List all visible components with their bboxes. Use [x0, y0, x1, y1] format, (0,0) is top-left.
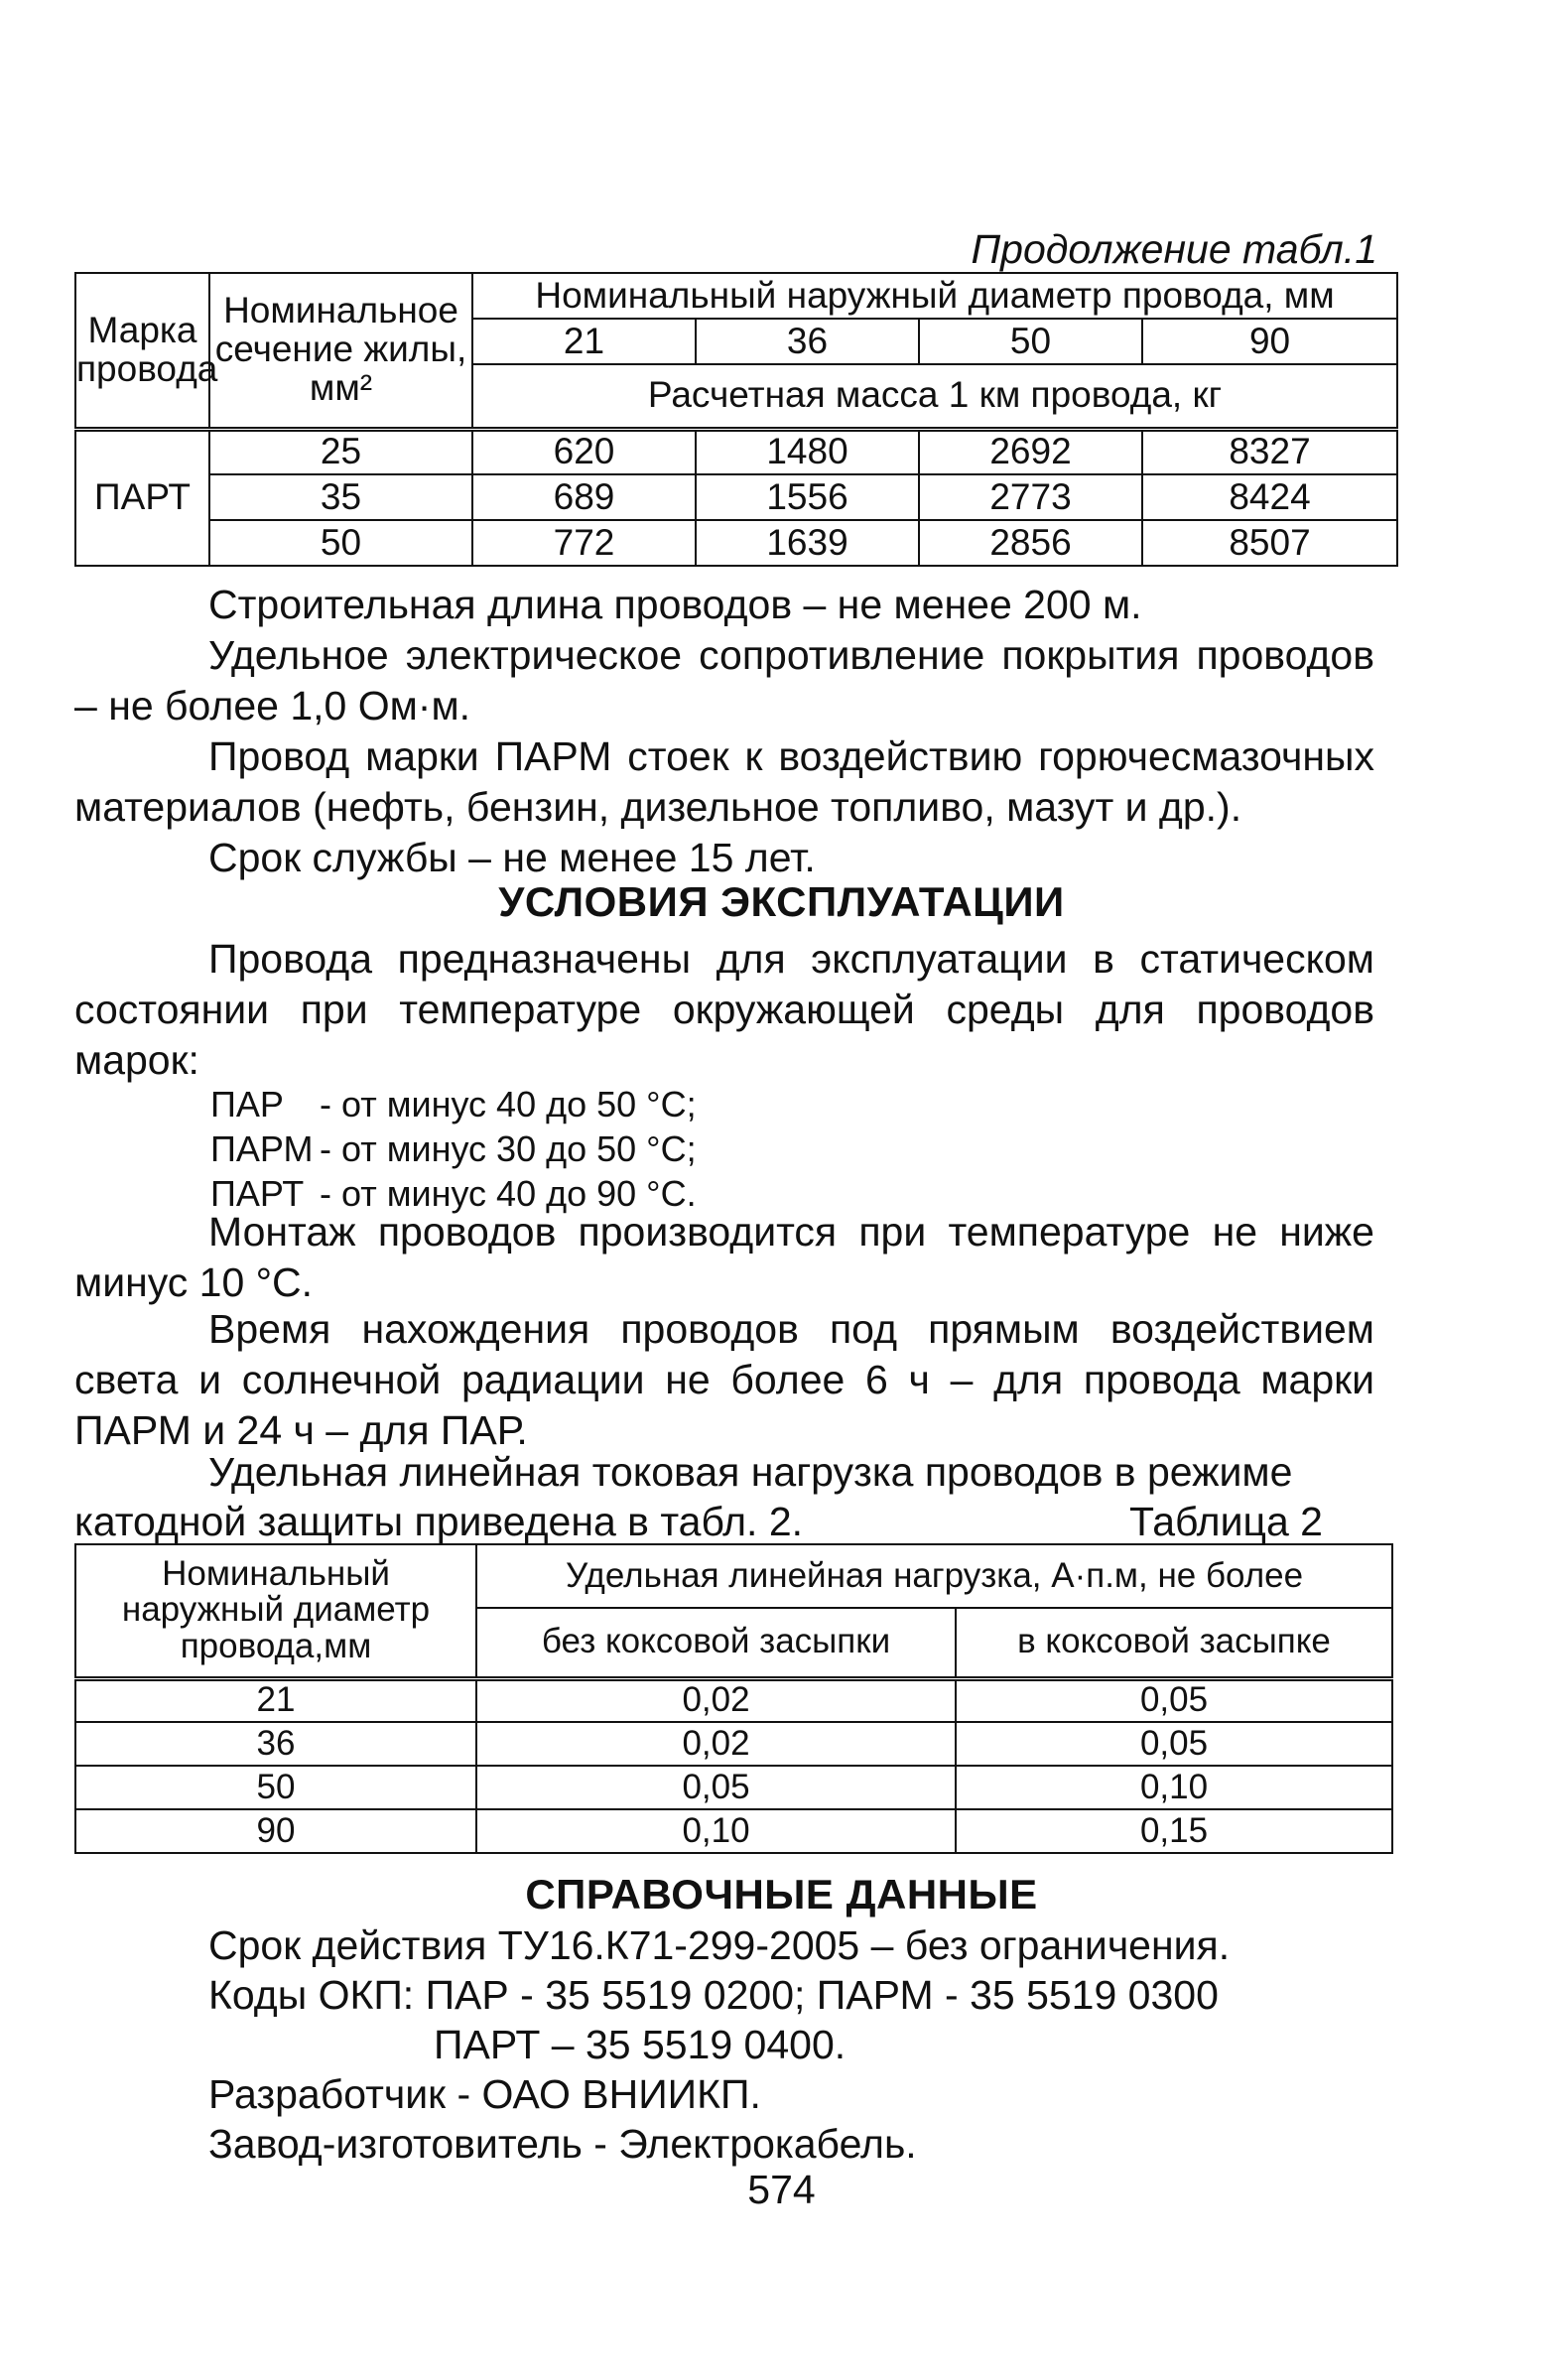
section-heading-conditions: УСЛОВИЯ ЭКСПЛУАТАЦИИ — [498, 878, 1065, 925]
mass-cell: 2692 — [919, 429, 1142, 474]
table-row — [75, 1722, 1392, 1766]
header-diameter: 21 — [472, 319, 696, 364]
diameter-cell: 90 — [75, 1809, 476, 1853]
header-load-title: Удельная линейная нагрузка, А·п.м, не более — [476, 1544, 1392, 1608]
diameter-cell: 50 — [75, 1766, 476, 1809]
paragraph-mounting: Монтаж проводов производится при температуре не ниже минус 10 °С. — [74, 1209, 1374, 1305]
mass-cell: 689 — [472, 474, 696, 520]
paragraph-load-line1: Удельная линейная токовая нагрузка проводов в режиме — [208, 1449, 1293, 1495]
wire-mass-table — [74, 272, 1398, 567]
header-with-coke: в коксовой засыпке — [956, 1608, 1392, 1678]
diameter-cell: 21 — [75, 1678, 476, 1722]
table-row — [75, 474, 1397, 520]
section-cell: 25 — [209, 429, 472, 474]
header-brand: Марка провода — [75, 273, 209, 429]
mass-cell: 8327 — [1142, 429, 1397, 474]
mass-cell: 2856 — [919, 520, 1142, 566]
load-cell: 0,05 — [956, 1722, 1392, 1766]
header-diameter: 50 — [919, 319, 1142, 364]
current-load-table — [74, 1543, 1393, 1854]
reference-okp-codes: Коды ОКП: ПАР - 35 5519 0200; ПАРМ - 35 5519 0300 — [208, 1972, 1219, 2018]
load-cell: 0,05 — [956, 1678, 1392, 1722]
load-cell: 0,15 — [956, 1809, 1392, 1853]
header-diameter: 90 — [1142, 319, 1397, 364]
load-cell: 0,10 — [956, 1766, 1392, 1809]
table1-caption: Продолжение табл.1 — [971, 226, 1377, 272]
table2-caption: Таблица 2 — [1129, 1499, 1323, 1544]
header-diameter: Номинальный наружный диаметр провода,мм — [75, 1544, 476, 1678]
mass-cell: 620 — [472, 429, 696, 474]
section-cell: 50 — [209, 520, 472, 566]
reference-developer: Разработчик - ОАО ВНИИКП. — [208, 2071, 761, 2117]
table-row — [75, 1678, 1392, 1722]
table-row — [75, 429, 1397, 474]
mass-cell: 8424 — [1142, 474, 1397, 520]
table-row — [75, 1809, 1392, 1853]
paragraph-light-exposure: Время нахождения проводов под прямым воздействием света и солнечной радиации не более 6 ч – для провода марки ПАРМ и 24 ч – для ПАР. — [74, 1306, 1374, 1453]
temperature-line: ПАР - от минус 40 до 50 °С; — [210, 1084, 697, 1124]
page-number: 574 — [747, 2167, 816, 2212]
temperature-line: ПАРТ - от минус 40 до 90 °С. — [210, 1173, 697, 1214]
section-heading-reference: СПРАВОЧНЫЕ ДАННЫЕ — [525, 1871, 1038, 1917]
header-diameter: 36 — [696, 319, 919, 364]
temperature-line: ПАРМ - от минус 30 до 50 °С; — [210, 1128, 697, 1169]
load-cell: 0,05 — [476, 1766, 956, 1809]
mass-cell: 1639 — [696, 520, 919, 566]
diameter-cell: 36 — [75, 1722, 476, 1766]
mass-cell: 1556 — [696, 474, 919, 520]
paragraph-resistant: Провод марки ПАРМ стоек к воздействию горючесмазочных материалов (нефть, бензин, дизельное топливо, мазут и др.). — [74, 733, 1374, 830]
table-row — [75, 520, 1397, 566]
paragraph-resistance: Удельное электрическое сопротивление покрытия проводов – не более 1,0 Ом·м. — [74, 632, 1374, 728]
header-section: Номинальное сечение жилы, мм² — [209, 273, 472, 429]
load-cell: 0,02 — [476, 1722, 956, 1766]
mass-cell: 1480 — [696, 429, 919, 474]
mass-cell: 2773 — [919, 474, 1142, 520]
reference-okp-codes-cont: ПАРТ – 35 5519 0400. — [434, 2022, 847, 2067]
section-cell: 35 — [209, 474, 472, 520]
load-cell: 0,02 — [476, 1678, 956, 1722]
header-mass-title: Расчетная масса 1 км провода, кг — [472, 364, 1397, 429]
brand-cell: ПАРТ — [75, 429, 209, 566]
paragraph-load-line2: катодной защиты приведена в табл. 2. — [74, 1499, 804, 1544]
paragraph-service-life: Срок службы – не менее 15 лет. — [208, 835, 816, 880]
reference-manufacturer: Завод-изготовитель - Электрокабель. — [208, 2121, 917, 2167]
reference-validity: Срок действия ТУ16.К71-299-2005 – без ограничения. — [208, 1922, 1231, 1968]
load-cell: 0,10 — [476, 1809, 956, 1853]
header-diameter-title: Номинальный наружный диаметр провода, мм — [472, 273, 1397, 319]
paragraph-intended-use: Провода предназначены для эксплуатации в статическом состоянии при температуре окружающей среды для проводов марок: — [74, 936, 1374, 1083]
paragraph-length: Строительная длина проводов – не менее 200 м. — [208, 582, 1142, 627]
table-row — [75, 1766, 1392, 1809]
mass-cell: 8507 — [1142, 520, 1397, 566]
header-without-coke: без коксовой засыпки — [476, 1608, 956, 1678]
mass-cell: 772 — [472, 520, 696, 566]
